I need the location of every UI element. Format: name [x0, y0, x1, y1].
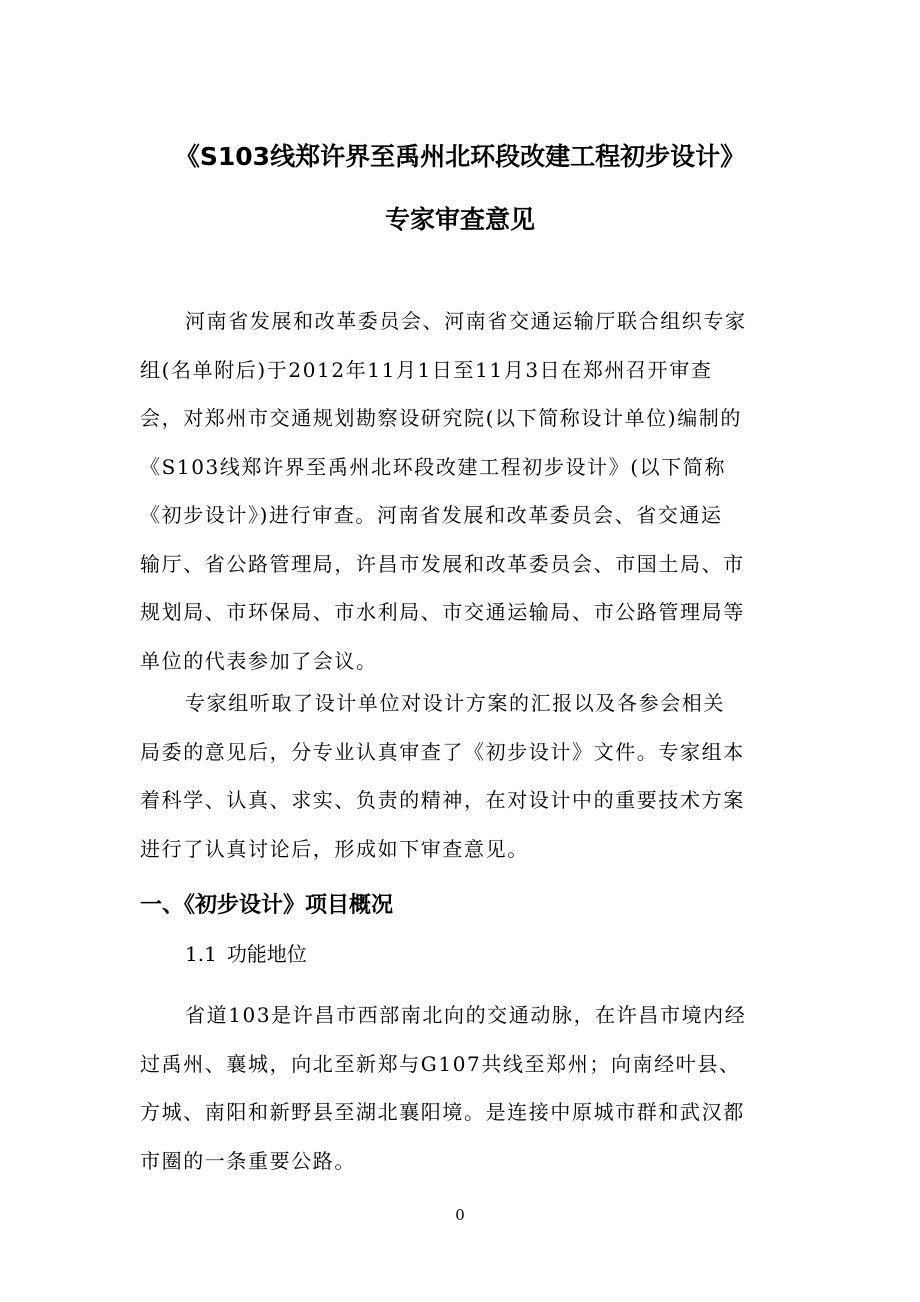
text-line: 过禹州、襄城，向北至新郑与G107共线至郑州；向南经叶县、 [140, 1051, 741, 1076]
text-line: 河南省发展和改革委员会、河南省交通运输厅联合组织专家 [185, 309, 747, 333]
paragraph-meeting-intro [140, 297, 780, 685]
text-line: 着科学、认真、求实、负责的精神，在对设计中的重要技术方案 [140, 788, 745, 812]
paragraph-review-process [140, 679, 780, 873]
text-line: 《S103线郑许界至禹州北环段改建工程初步设计》(以下简称 [140, 454, 727, 479]
text-line: 方城、南阳和新野县至湖北襄阳境。是连接中原城市群和武汉都 [140, 1100, 745, 1124]
text-line: 《初步设计》)进行审查。河南省发展和改革委员会、省交通运 [140, 503, 723, 527]
subsection-heading-function [185, 934, 307, 974]
text-line: 专家组听取了设计单位对设计方案的汇报以及各参会相关 [185, 691, 725, 715]
text-line: 省道103是许昌市西部南北向的交通动脉，在许昌市境内经 [185, 1003, 747, 1027]
text-line: 输厅、省公路管理局，许昌市发展和改革委员会、市国土局、市 [140, 551, 745, 576]
section-heading-project-overview: 一、《初步设计》项目概况 [140, 893, 394, 918]
text-line: 单位的代表参加了会议。 [140, 648, 378, 673]
text-line: 组(名单附后)于2012年11月1日至11月3日在郑州召开审查 [140, 357, 713, 382]
text-line: 进行了认真讨论后，形成如下审查意见。 [140, 836, 529, 861]
page-number: 0 [455, 1206, 465, 1224]
subsection-number: 1.1 [185, 942, 217, 966]
paragraph-road-function [140, 991, 780, 1185]
document-subtitle: 专家审查意见 [384, 205, 535, 234]
text-line: 局委的意见后，分专业认真审查了《初步设计》文件。专家组本 [140, 739, 745, 764]
document-title: 《S103线郑许界至禹州北环段改建工程初步设计》 [174, 142, 746, 171]
text-line: 会，对郑州市交通规划勘察设研究院(以下简称设计单位)编制的 [140, 406, 743, 430]
text-line: 规划局、市环保局、市水利局、市交通运输局、市公路管理局等 [140, 600, 745, 624]
text-line: 市圈的一条重要公路。 [140, 1148, 356, 1173]
subsection-title: 功能地位 [226, 942, 307, 966]
